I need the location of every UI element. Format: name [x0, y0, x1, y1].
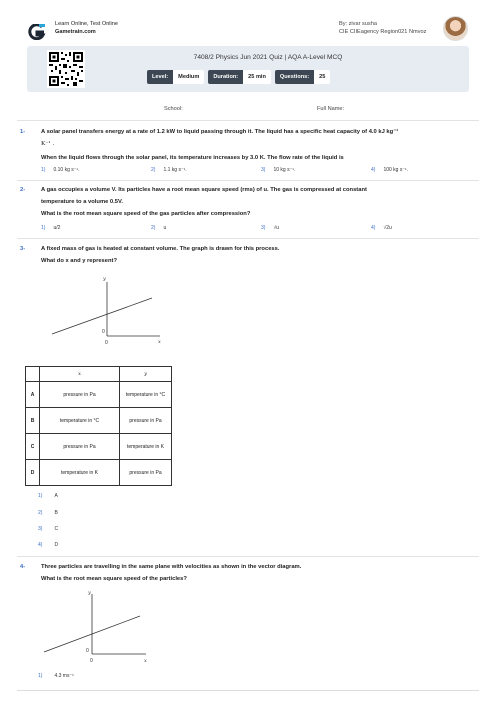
answer-options: [41, 166, 481, 175]
answer-option[interactable]: [371, 224, 481, 233]
author-name: By: zivar susha: [339, 21, 377, 27]
answer-option[interactable]: [38, 510, 58, 516]
table-cell: pressure in Pa: [120, 408, 172, 434]
question-text: Three particles are travelling in the same plane with velocities as shown in the vector diagram.: [41, 564, 302, 570]
row-label: D: [26, 460, 40, 486]
option-number: 3): [261, 167, 266, 173]
quiz-meta: [147, 70, 330, 84]
option-number: 1): [38, 673, 43, 679]
origin-x-label: 0: [105, 340, 108, 346]
answer-option[interactable]: [151, 166, 261, 175]
option-text: u/2: [53, 225, 61, 231]
option-number: 1): [41, 225, 46, 231]
duration-value: 25 min: [243, 70, 271, 84]
option-number: 4): [371, 225, 376, 231]
quiz-info-card: [27, 46, 469, 92]
question-4-vector-diagram: [40, 586, 160, 666]
option-text: A: [54, 493, 58, 499]
option-number: 4): [38, 542, 43, 548]
table-cell: pressure in Pa: [40, 382, 120, 408]
table-cell: pressure in Pa: [120, 460, 172, 486]
question-text: A gas occupies a volume V. Its particles have a root mean square speed (rms) of u. The gas is compressed at constant: [41, 187, 367, 193]
question-number: 1-: [20, 129, 26, 135]
option-text: C: [54, 526, 59, 532]
option-text: 100 kg s⁻¹.: [383, 167, 409, 173]
gametrain-logo-icon: [28, 24, 46, 40]
x-axis-label: x: [144, 658, 147, 664]
table-header-row: [26, 367, 172, 382]
answer-option[interactable]: [38, 526, 58, 532]
option-text: √2u: [383, 225, 392, 231]
row-label: A: [26, 382, 40, 408]
table-cell: temperature in K: [120, 434, 172, 460]
question-text: temperature to a volume 0.5V.: [41, 199, 123, 205]
divider: [17, 556, 479, 557]
origin-x-label: 0: [90, 658, 93, 664]
question-number: 4-: [20, 564, 26, 570]
option-text: 10 kg s⁻¹.: [273, 167, 296, 173]
question-number: 2-: [20, 187, 26, 193]
option-number: 3): [261, 225, 266, 231]
question-3-graph: [40, 270, 170, 350]
school-label: School:: [164, 106, 183, 112]
x-axis-label: x: [158, 339, 161, 345]
author-org: CIE CIIEagency Region021 Nmvoz: [339, 29, 427, 35]
question-text: What do x and y represent?: [41, 258, 118, 264]
option-number: 4): [371, 167, 376, 173]
origin-y-label: 0: [102, 329, 105, 335]
author-block: [339, 20, 426, 36]
option-number: 2): [151, 225, 156, 231]
answer-options: [41, 224, 481, 233]
option-number: 1): [38, 493, 43, 499]
option-text: D: [54, 542, 59, 548]
divider: [17, 180, 479, 181]
column-header: x: [40, 367, 120, 382]
question-text: What is the root mean square speed of the gas particles after compression?: [41, 211, 251, 217]
table-row: [26, 382, 172, 408]
y-axis-label: y: [103, 276, 106, 282]
question-text: When the liquid flows through the solar panel, its temperature increases by 3.0 K. The flow rate of the liquid is: [41, 155, 344, 161]
question-text-unit: K⁻¹ .: [41, 141, 55, 147]
level-value: Medium: [173, 70, 204, 84]
level-pill: [147, 70, 204, 84]
answer-option[interactable]: [41, 166, 151, 175]
duration-label: Duration:: [208, 70, 243, 84]
option-number: 3): [38, 526, 43, 532]
divider: [17, 120, 479, 121]
table-corner: [26, 367, 40, 382]
origin-y-label: 0: [86, 648, 89, 654]
answer-option[interactable]: [38, 493, 58, 499]
answer-option[interactable]: [38, 542, 58, 548]
option-text: √u: [273, 225, 279, 231]
table-cell: temperature in °C: [120, 382, 172, 408]
fullname-label: Full Name:: [317, 106, 345, 112]
row-label: B: [26, 408, 40, 434]
option-number: 2): [151, 167, 156, 173]
avatar: [443, 16, 468, 41]
question-text: What is the root mean square speed of the particles?: [41, 576, 187, 582]
brand-site[interactable]: Gametrain.com: [55, 29, 96, 35]
answer-option[interactable]: [261, 224, 371, 233]
answer-option[interactable]: [41, 224, 151, 233]
question-text: A solar panel transfers energy at a rate of 1.2 kW to liquid passing through it. The liquid has a specific heat capacity of 4.0 kJ kg⁻¹: [41, 129, 399, 135]
level-label: Level:: [147, 70, 173, 84]
answer-option[interactable]: [261, 166, 371, 175]
option-text: B: [54, 510, 58, 516]
brand-block: [55, 20, 118, 36]
answer-table: [25, 366, 172, 486]
table-cell: temperature in K: [40, 460, 120, 486]
questions-pill: [275, 70, 330, 84]
divider: [17, 690, 479, 691]
question-text: A fixed mass of gas is heated at constant volume. The graph is drawn for this process.: [41, 246, 280, 252]
question-number: 3-: [20, 246, 26, 252]
answer-option[interactable]: [151, 224, 261, 233]
table-row: [26, 434, 172, 460]
duration-pill: [208, 70, 271, 84]
option-number: 2): [38, 510, 43, 516]
option-text: 4.3 ms⁻¹: [54, 673, 74, 679]
table-cell: pressure in Pa: [40, 434, 120, 460]
answer-option[interactable]: [371, 166, 481, 175]
option-text: 1.1 kg s⁻¹.: [163, 167, 187, 173]
answer-option[interactable]: [38, 673, 74, 679]
questions-label: Questions:: [275, 70, 314, 84]
option-text: 0.10 kg s⁻¹.: [53, 167, 80, 173]
table-row: [26, 460, 172, 486]
table-row: [26, 408, 172, 434]
quiz-title: 7408/2 Physics Jun 2021 Quiz | AQA A-Level MCQ: [193, 54, 343, 61]
y-axis-label: y: [88, 590, 91, 596]
table-cell: temperature in °C: [40, 408, 120, 434]
divider: [17, 238, 479, 239]
column-header: y: [120, 367, 172, 382]
option-text: u: [163, 225, 167, 231]
questions-value: 25: [314, 70, 330, 84]
option-number: 1): [41, 167, 46, 173]
brand-tagline: Learn Online, Test Online: [55, 21, 119, 27]
row-label: C: [26, 434, 40, 460]
